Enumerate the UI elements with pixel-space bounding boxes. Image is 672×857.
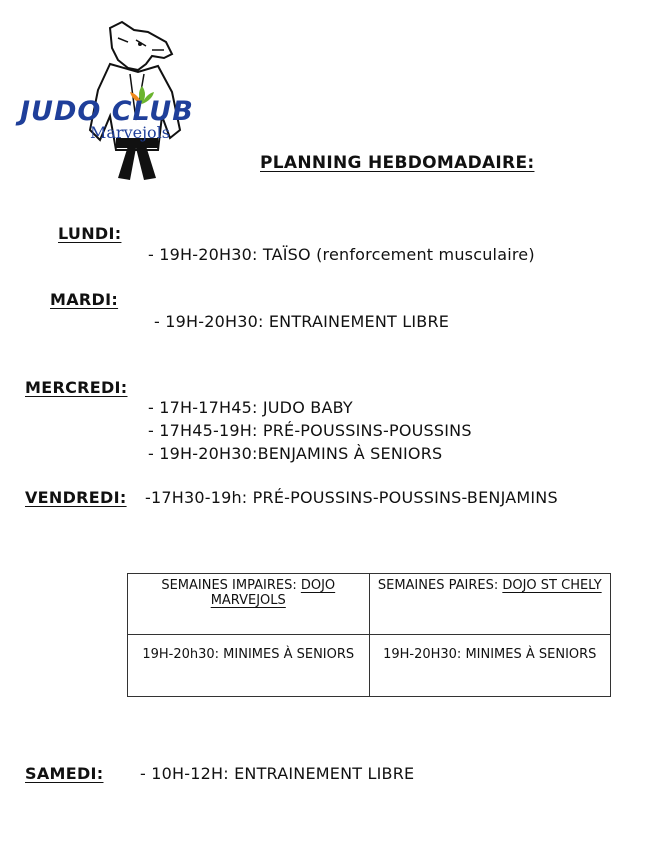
- mercredi-line-1: - 17H-17H45: JUDO BABY: [148, 398, 353, 417]
- table-row: [128, 635, 611, 697]
- odd-week-slot: 19H-20h30: MINIMES À SENIORS: [128, 635, 370, 697]
- mercredi-line-3: - 19H-20H30:BENJAMINS À SENIORS: [148, 444, 443, 463]
- page-title: PLANNING HEBDOMADAIRE:: [260, 153, 535, 173]
- table-row: [128, 574, 611, 635]
- odd-week-dojo: DOJO MARVEJOLS: [210, 578, 336, 608]
- day-samedi: SAMEDI:: [25, 764, 104, 783]
- even-week-header: [369, 574, 611, 635]
- lundi-line-1: - 19H-20H30: TAÏSO (renforcement musculaire): [148, 245, 535, 264]
- day-vendredi: VENDREDI:: [25, 488, 127, 507]
- even-week-slot: 19H-20H30: MINIMES À SENIORS: [369, 635, 611, 697]
- odd-week-header: [128, 574, 370, 635]
- samedi-line-1: - 10H-12H: ENTRAINEMENT LIBRE: [140, 764, 415, 783]
- mercredi-line-2: - 17H45-19H: PRÉ-POUSSINS-POUSSINS: [148, 421, 472, 440]
- vendredi-line-1: -17H30-19h: PRÉ-POUSSINS-POUSSINS-BENJAMINS: [145, 488, 558, 507]
- day-lundi: LUNDI:: [58, 224, 122, 243]
- weeks-table: [127, 573, 611, 697]
- club-logo: [18, 20, 242, 186]
- logo-town: Marvejols: [90, 123, 170, 142]
- odd-week-label: SEMAINES IMPAIRES:: [161, 578, 301, 593]
- even-week-label: SEMAINES PAIRES:: [377, 578, 503, 593]
- even-week-dojo: DOJO ST CHELY: [502, 578, 602, 593]
- mardi-line-1: - 19H-20H30: ENTRAINEMENT LIBRE: [154, 312, 450, 331]
- logo-brand: JUDO CLUB: [20, 96, 194, 127]
- day-mercredi: MERCREDI:: [25, 378, 128, 397]
- day-mardi: MARDI:: [50, 290, 119, 309]
